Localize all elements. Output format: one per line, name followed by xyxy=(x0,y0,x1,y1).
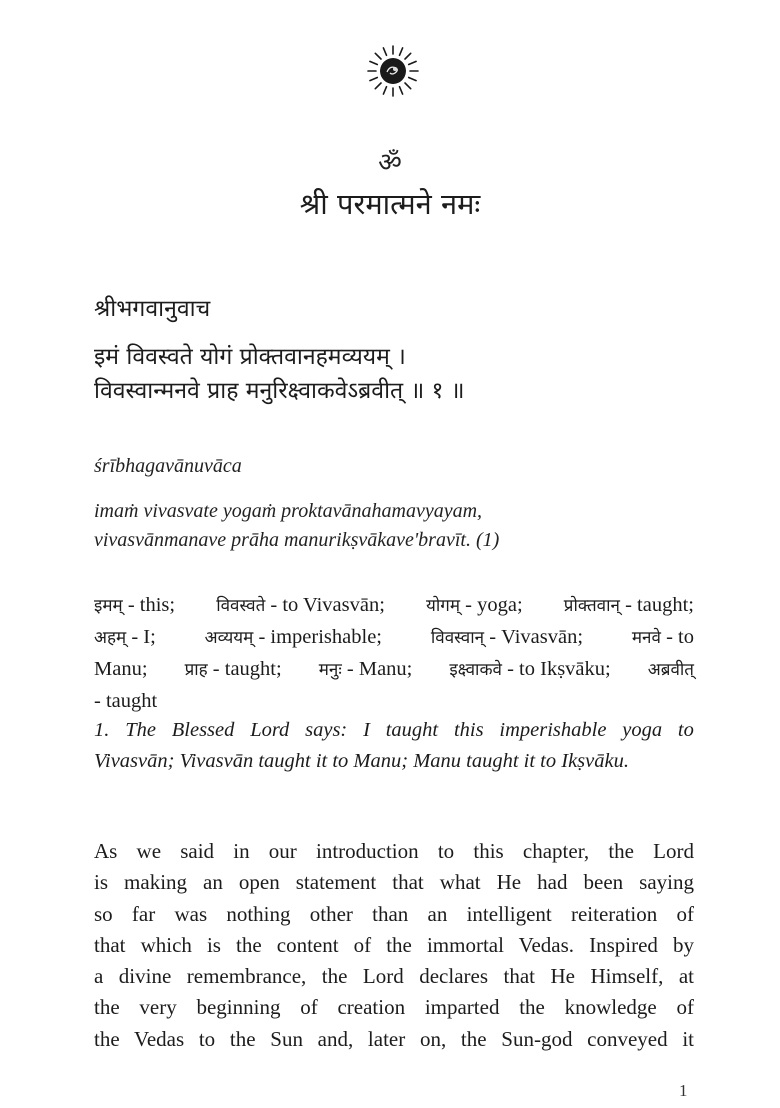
invocation-heading: श्री परमात्मने नमः xyxy=(299,187,481,221)
verse-speaker-transliteration: śrībhagavānuvāca xyxy=(94,455,242,477)
english-meaning: - imperishable; xyxy=(253,626,382,648)
commentary-line: is making an open statement that what He had been saying xyxy=(94,870,694,895)
word-meaning-entry xyxy=(94,654,148,686)
sanskrit-word: अव्ययम् xyxy=(204,628,254,648)
translation-word: to xyxy=(677,719,694,741)
word-meaning-line xyxy=(94,590,694,622)
commentary-line: As we said in our introduction to this chapter, the Lord xyxy=(94,839,694,863)
word-meaning-entry xyxy=(319,654,413,686)
commentary-paragraph xyxy=(94,836,694,1055)
translation-word: says: xyxy=(305,719,348,741)
english-meaning: - I; xyxy=(126,626,156,648)
english-meaning: - to Ikṣvāku; xyxy=(501,658,611,680)
word-meaning-entry xyxy=(94,690,157,712)
sanskrit-word: विवस्वते xyxy=(216,596,266,616)
sun-emblem-icon xyxy=(366,44,420,98)
commentary-line: that which is the content of the immortal Vedas. Inspired by xyxy=(94,932,694,957)
english-meaning: Manu; xyxy=(94,658,148,680)
translation-word: Lord xyxy=(250,719,290,741)
english-meaning: - taught; xyxy=(619,594,694,616)
english-meaning: - Vivasvān; xyxy=(484,626,584,648)
word-meaning-entry xyxy=(426,590,523,622)
english-meaning: - to xyxy=(660,626,694,648)
commentary-line: the very beginning of creation imparted the knowledge of xyxy=(94,995,694,1020)
word-meaning-entry xyxy=(205,622,382,654)
sanskrit-word: प्रोक्तवान् xyxy=(563,596,620,616)
sanskrit-word: विवस्वान् xyxy=(430,628,485,648)
english-meaning: - this; xyxy=(122,594,176,616)
translation-line: Vivasvān; Vivasvān taught it to Manu; Manu taught it to Ikṣvāku. xyxy=(94,750,629,772)
english-meaning: - taught xyxy=(94,690,158,712)
translation-word: 1. xyxy=(94,719,110,741)
commentary-line: the Vedas to the Sun and, later on, the Sun-god conveyed it xyxy=(94,1026,694,1051)
sanskrit-word: अहम् xyxy=(94,628,127,648)
word-meaning-entry xyxy=(216,590,385,622)
verse-line-2-devanagari: विवस्वान्मनवे प्राह मनुरिक्ष्वाकवेऽब्रवीत् ॥ १ ॥ xyxy=(94,378,465,404)
translation-line xyxy=(94,715,694,746)
verse-line-1-devanagari: इमं विवस्वते योगं प्रोक्तवानहमव्ययम् । xyxy=(94,344,406,370)
sanskrit-word: प्राह xyxy=(184,660,208,680)
english-meaning: - Manu; xyxy=(341,658,413,680)
translation-word: I xyxy=(363,719,370,741)
english-meaning: - to Vivasvān; xyxy=(265,594,385,616)
word-meaning-entry xyxy=(431,622,583,654)
sanskrit-word: अब्रवीत् xyxy=(647,660,694,680)
english-meaning: - taught; xyxy=(207,658,282,680)
sanskrit-word: मनवे xyxy=(631,628,661,648)
verse-line-2-transliteration: vivasvānmanave prāha manurikṣvākave'bravīt. (1) xyxy=(94,529,500,551)
word-meaning-line xyxy=(94,654,694,686)
page-number: 1 xyxy=(679,1081,688,1100)
translation-word: Blessed xyxy=(171,719,235,741)
translation-word: this xyxy=(453,719,484,741)
word-meaning-entry xyxy=(564,590,694,622)
word-meaning-line xyxy=(94,686,694,717)
word-meaning-entry xyxy=(648,654,694,686)
commentary-line: so far was nothing other than an intelligent reiteration of xyxy=(94,901,694,926)
word-meaning-entry xyxy=(94,622,156,654)
sanskrit-word: योगम् xyxy=(426,596,461,616)
verse-devanagari xyxy=(94,340,465,408)
sanskrit-word: इमम् xyxy=(94,596,123,616)
english-meaning: - yoga; xyxy=(460,594,523,616)
translation-word: imperishable xyxy=(499,719,607,741)
verse-line-1-transliteration: imaṁ vivasvate yogaṁ proktavānahamavyayam, xyxy=(94,500,483,522)
verse-speaker-devanagari: श्रीभगवानुवाच xyxy=(94,296,211,322)
translation-word: taught xyxy=(385,719,439,741)
word-meaning-entry xyxy=(94,590,175,622)
word-meaning-entry xyxy=(449,654,610,686)
verse-transliteration xyxy=(94,497,499,555)
sanskrit-word: मनुः xyxy=(318,660,342,680)
word-meaning-line xyxy=(94,622,694,654)
translation-word: yoga xyxy=(622,719,663,741)
word-meaning-entry xyxy=(185,654,282,686)
translation-word: The xyxy=(125,719,156,741)
commentary-line: a divine remembrance, the Lord declares that He Himself, at xyxy=(94,964,694,989)
om-symbol: ॐ xyxy=(378,148,402,178)
word-meanings xyxy=(94,590,694,717)
verse-translation xyxy=(94,715,694,777)
sanskrit-word: इक्ष्वाकवे xyxy=(449,660,502,680)
word-meaning-entry xyxy=(632,622,694,654)
